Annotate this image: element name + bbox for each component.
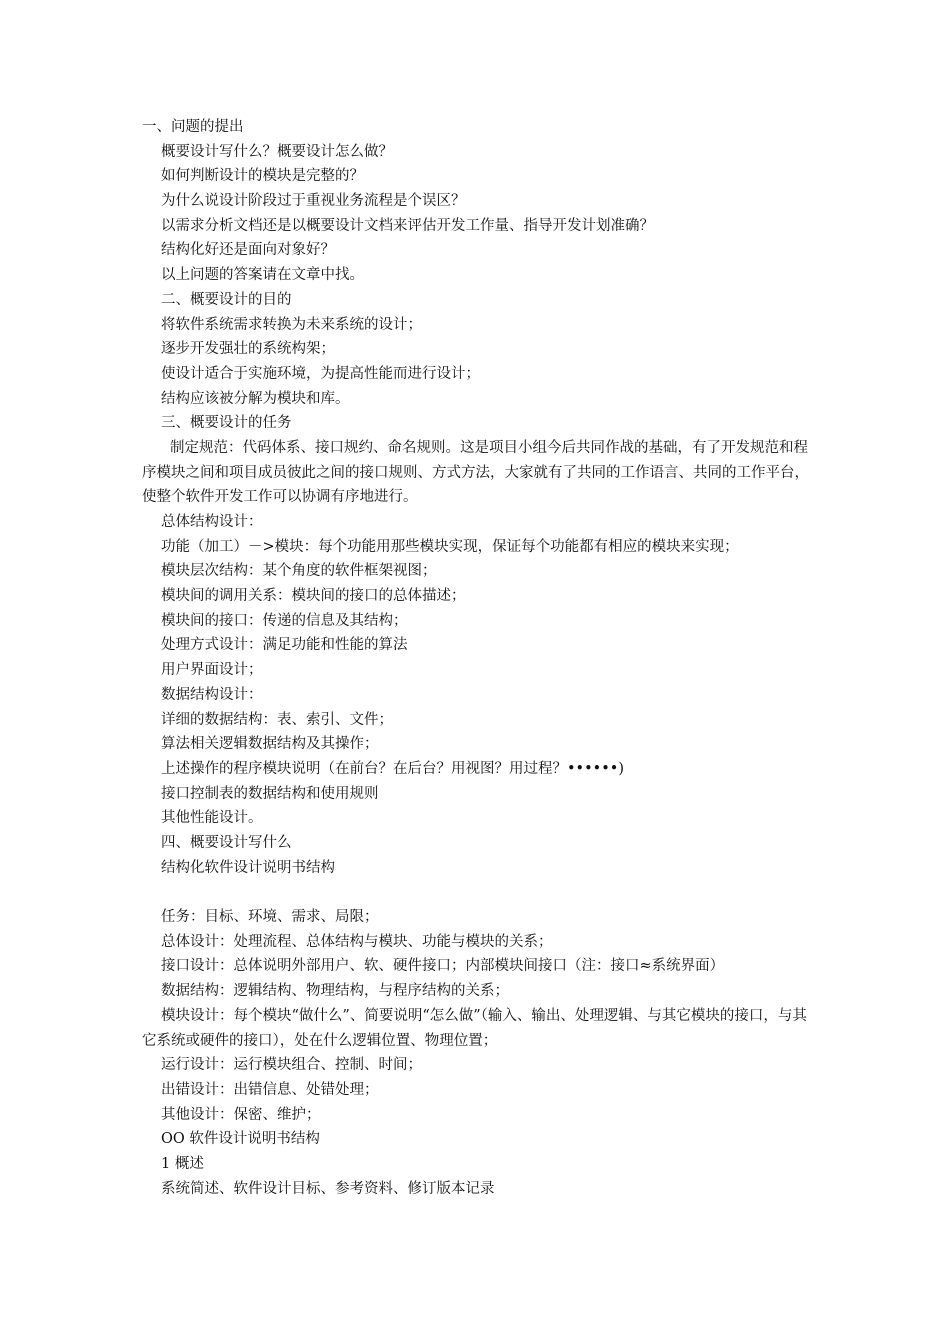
text-line: OO 软件设计说明书结构 [161,1131,320,1148]
paragraph-specification: 制定规范：代码体系、接口规约、命名规则。这是项目小组今后共同作战的基础，有了开发规范和程序模块之间和项目成员彼此之间的接口规则、方式方法，大家就有了共同的工作语言、共同的工作平台，使整个软件开发工作可以协调有序地进行。 [142,439,809,506]
text-line: 出错设计：出错信息、处错处理； [161,1081,379,1098]
text-line: 1 概述 [161,1155,204,1172]
text-line: 数据结构设计： [161,686,263,703]
text-line: 模块间的调用关系：模块间的接口的总体描述； [161,588,466,605]
text-line: 总体设计：处理流程、总体结构与模块、功能与模块的关系； [161,933,553,950]
text-line: 接口控制表的数据结构和使用规则 [161,785,379,802]
section-heading-2: 二、概要设计的目的 [161,291,292,308]
text-line: 系统简述、软件设计目标、参考资料、修订版本记录 [161,1180,495,1197]
question-line: 如何判断设计的模块是完整的？ [161,168,364,185]
text-line: 逐步开发强壮的系统构架； [161,341,335,358]
paragraph-module-design: 模块设计：每个模块“做什么”、简要说明“怎么做”（输入、输出、处理逻辑、与其它模块的接口，与其它系统或硬件的接口），处在什么逻辑位置、物理位置； [142,1007,807,1049]
text-line: 结构应该被分解为模块和库。 [161,390,350,407]
text-line: 结构化软件设计说明书结构 [161,859,335,876]
text-line: 以上问题的答案请在文章中找。 [161,267,364,284]
text-line: 总体结构设计： [161,514,263,531]
section-heading-3: 三、概要设计的任务 [161,415,292,432]
text-line: 上述操作的程序模块说明（在前台？在后台？用视图？用过程？••••••) [161,760,624,777]
text-line: 接口设计：总体说明外部用户、软、硬件接口；内部模块间接口（注：接口≈系统界面） [161,958,725,975]
text-line: 算法相关逻辑数据结构及其操作； [161,736,379,753]
text-line: 功能（加工）－>模块：每个功能用那些模块实现，保证每个功能都有相应的模块来实现； [161,538,739,555]
text-line: 用户界面设计； [161,662,263,679]
text-line: 数据结构：逻辑结构、物理结构，与程序结构的关系； [161,983,509,1000]
text-line: 运行设计：运行模块组合、控制、时间； [161,1057,422,1074]
question-line: 为什么说设计阶段过于重视业务流程是个误区？ [161,193,466,210]
section-heading-4: 四、概要设计写什么 [161,834,292,851]
text-line: 模块层次结构：某个角度的软件框架视图； [161,563,437,580]
blank-line [142,880,810,905]
text-line: 将软件系统需求转换为未来系统的设计； [161,316,422,333]
text-line: 其他设计：保密、维护； [161,1106,321,1123]
question-line: 以需求分析文档还是以概要设计文档来评估开发工作量、指导开发计划准确？ [161,217,654,234]
text-line: 处理方式设计：满足功能和性能的算法 [161,637,408,654]
text-line: 模块间的接口：传递的信息及其结构； [161,612,408,629]
section-heading-1: 一、问题的提出 [142,119,244,135]
question-line: 概要设计写什么？概要设计怎么做？ [161,143,393,160]
document-body [142,115,810,1201]
text-line: 详细的数据结构：表、索引、文件； [161,711,393,728]
question-line: 结构化好还是面向对象好？ [161,242,335,259]
text-line: 使设计适合于实施环境，为提高性能而进行设计； [161,365,480,382]
text-line: 其他性能设计。 [161,810,263,827]
text-line: 任务：目标、环境、需求、局限； [161,909,379,926]
